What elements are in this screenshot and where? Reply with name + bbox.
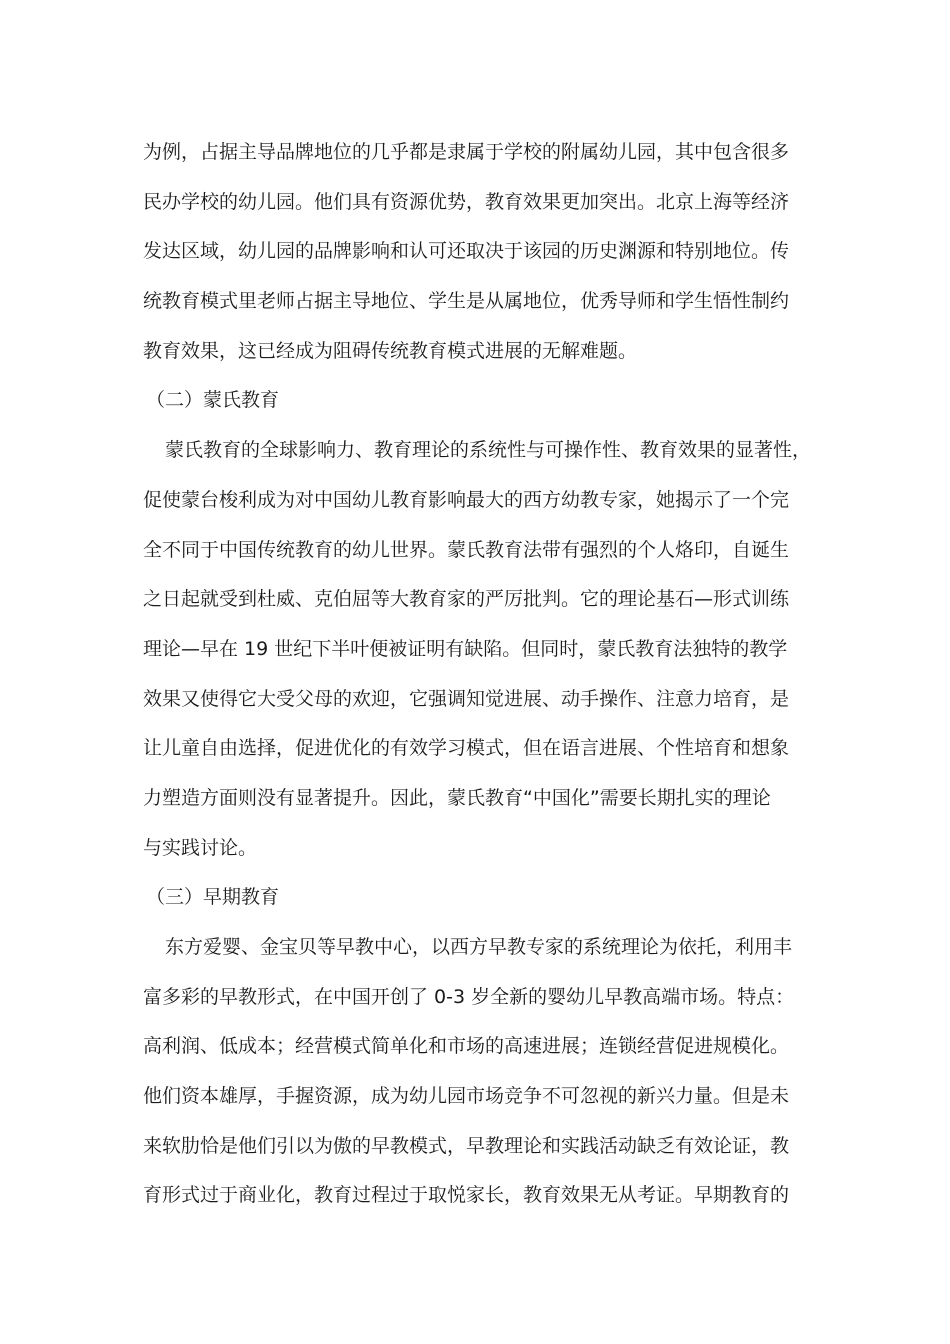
text-line: 教育效果，这已经成为阻碍传统教育模式进展的无解难题。 xyxy=(143,339,638,362)
text-line: 富多彩的早教形式，在中国开创了 0-3 岁全新的婴幼儿早教高端市场。特点： xyxy=(143,985,795,1008)
text-line: 高利润、低成本；经营模式简单化和市场的高速进展；连锁经营促进规模化。 xyxy=(143,1035,790,1058)
text-line: 全不同于中国传统教育的幼儿世界。蒙氏教育法带有强烈的个人烙印，自诞生 xyxy=(143,538,790,561)
text-line: 育形式过于商业化，教育过程过于取悦家长，教育效果无从考证。早期教育的 xyxy=(143,1184,790,1207)
section-heading: （二）蒙氏教育 xyxy=(146,389,280,412)
paragraph-first-line: 蒙氏教育的全球影响力、教育理论的系统性与可操作性、教育效果的显著性， xyxy=(165,439,812,462)
text-line: 为例，占据主导品牌地位的几乎都是隶属于学校的附属幼儿园，其中包含很多 xyxy=(143,141,790,163)
text-line: 民办学校的幼儿园。他们具有资源优势，教育效果更加突出。北京上海等经济 xyxy=(143,190,790,213)
text-line: 发达区域，幼儿园的品牌影响和认可还取决于该园的历史渊源和特别地位。传 xyxy=(143,240,790,263)
text-line: 理论—早在 19 世纪下半叶便被证明有缺陷。但同时，蒙氏教育法独特的教学 xyxy=(143,637,788,660)
text-line: 效果又使得它大受父母的欢迎，它强调知觉进展、动手操作、注意力培育，是 xyxy=(143,687,790,710)
text-line: 与实践讨论。 xyxy=(143,836,258,859)
paragraph-first-line: 东方爱婴、金宝贝等早教中心，以西方早教专家的系统理论为依托，利用丰 xyxy=(165,936,793,958)
text-line: 来软肋恰是他们引以为傲的早教模式，早教理论和实践活动缺乏有效论证，教 xyxy=(143,1134,790,1157)
document-page xyxy=(143,128,812,1221)
text-line: 之日起就受到杜威、克伯屈等大教育家的严厉批判。它的理论基石—形式训练 xyxy=(143,588,790,611)
text-line: 让儿童自由选择，促进优化的有效学习模式，但在语言进展、个性培育和想象 xyxy=(143,737,790,760)
text-line: 促使蒙台梭利成为对中国幼儿教育影响最大的西方幼教专家，她揭示了一个完 xyxy=(143,488,790,511)
text-line: 力塑造方面则没有显著提升。因此，蒙氏教育“中国化”需要长期扎实的理论 xyxy=(143,786,771,809)
text-line: 统教育模式里老师占据主导地位、学生是从属地位，优秀导师和学生悟性制约 xyxy=(143,290,790,313)
text-line: 他们资本雄厚，手握资源，成为幼儿园市场竞争不可忽视的新兴力量。但是未 xyxy=(143,1085,790,1108)
section-heading: （三）早期教育 xyxy=(146,886,280,909)
